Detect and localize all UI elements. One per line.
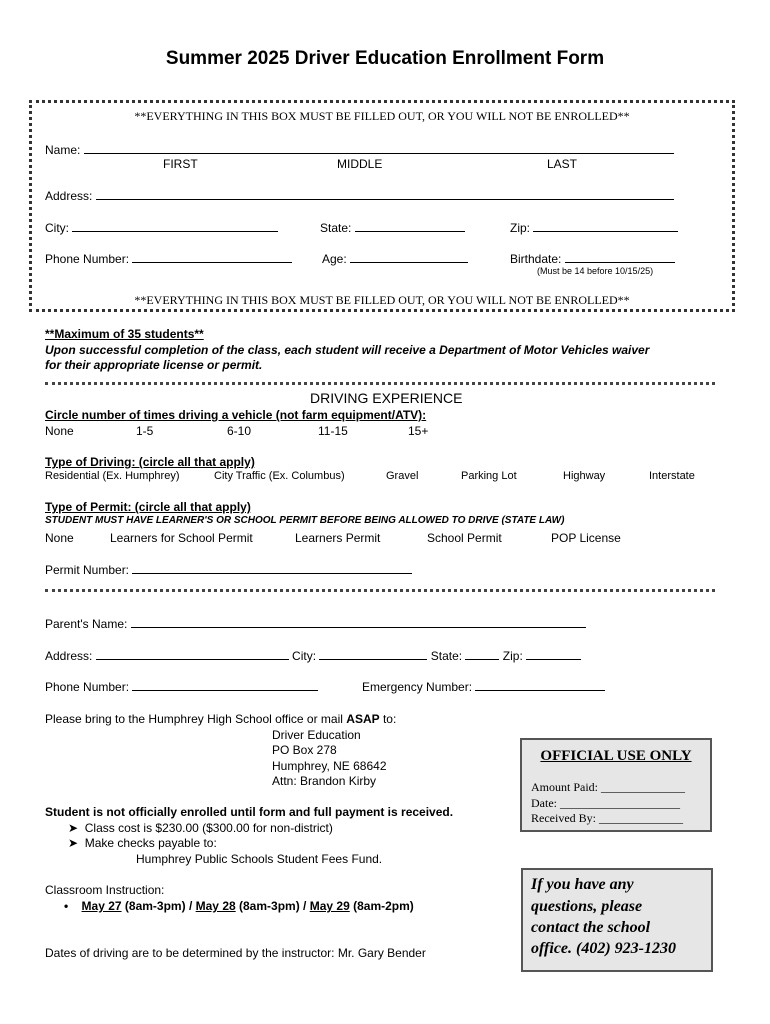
experience-option-none[interactable]: None xyxy=(45,424,74,438)
age-field[interactable] xyxy=(350,251,468,263)
amount-paid-field: Amount Paid: ______________ xyxy=(531,780,686,794)
questions-line-3: contact the school xyxy=(531,919,651,936)
permit-type-learners[interactable]: Learners Permit xyxy=(295,531,381,545)
parent-name-label: Parent's Name: xyxy=(45,617,128,631)
mail-address-line-3: Humphrey, NE 68642 xyxy=(272,759,387,773)
driving-type-highway[interactable]: Highway xyxy=(563,470,606,482)
experience-option-6-10[interactable]: 6-10 xyxy=(227,424,252,438)
phone-field[interactable] xyxy=(132,251,292,263)
parent-address-row xyxy=(45,648,581,663)
parent-state-label: State: xyxy=(430,649,463,663)
parent-city-field[interactable] xyxy=(319,648,427,660)
zip-field[interactable] xyxy=(533,220,678,232)
completion-line-2: for their appropriate license or permit. xyxy=(45,358,263,372)
session-1-date: May 27 xyxy=(81,899,122,913)
driving-experience-heading: DRIVING EXPERIENCE xyxy=(310,390,463,406)
official-use-box xyxy=(520,738,712,832)
max-students: **Maximum of 35 students** xyxy=(45,327,204,341)
birthdate-note: (Must be 14 before 10/15/25) xyxy=(537,266,654,276)
enrollment-notice: Student is not officially enrolled until form and full payment is received. xyxy=(45,805,454,819)
bullet-icon: • xyxy=(64,899,69,913)
parent-address-label: Address: xyxy=(45,649,93,663)
student-zip-row xyxy=(510,220,678,235)
driving-type-city[interactable]: City Traffic (Ex. Columbus) xyxy=(214,470,345,482)
phone-label: Phone Number: xyxy=(45,252,130,266)
address-field[interactable] xyxy=(96,188,674,200)
permit-type-none[interactable]: None xyxy=(45,531,74,545)
address-label: Address: xyxy=(45,189,93,203)
questions-line-4: office. (402) 923-1230 xyxy=(531,940,676,957)
student-city-row xyxy=(45,220,278,235)
permit-type-label: Type of Permit: (circle all that apply) xyxy=(45,500,251,514)
checks-item xyxy=(68,836,217,850)
divider-dotted xyxy=(45,589,715,592)
zip-label: Zip: xyxy=(510,221,531,235)
parent-name-field[interactable] xyxy=(131,616,586,628)
permit-number-row xyxy=(45,562,412,577)
driving-type-label: Type of Driving: (circle all that apply) xyxy=(45,455,255,469)
last-label: LAST xyxy=(547,157,578,171)
session-3-date: May 29 xyxy=(309,899,350,913)
student-state-row xyxy=(320,220,465,235)
parent-zip-field[interactable] xyxy=(526,648,581,660)
permit-type-school[interactable]: School Permit xyxy=(427,531,502,545)
parent-phone-row xyxy=(45,679,318,694)
required-warning-bottom: **EVERYTHING IN THIS BOX MUST BE FILLED OUT, OR YOU WILL NOT BE ENROLLED** xyxy=(134,293,630,307)
name-label: Name: xyxy=(45,143,81,157)
checks-text: Make checks payable to: xyxy=(84,836,217,850)
student-birthdate-row xyxy=(510,251,675,266)
student-address-row xyxy=(45,188,674,203)
required-info-box xyxy=(29,100,735,312)
questions-box xyxy=(521,868,713,972)
experience-option-1-5[interactable]: 1-5 xyxy=(136,424,154,438)
divider-dotted xyxy=(45,382,715,385)
student-name-row xyxy=(45,142,674,157)
parent-phone-field[interactable] xyxy=(132,679,318,691)
mail-intro-text: Please bring to the Humphrey High School office or mail xyxy=(45,712,343,726)
cost-text: Class cost is $230.00 ($300.00 for non-district) xyxy=(84,821,333,835)
mail-address-line-1: Driver Education xyxy=(272,728,361,742)
parent-address-field[interactable] xyxy=(96,648,289,660)
age-label: Age: xyxy=(322,252,347,266)
state-label: State: xyxy=(320,221,352,235)
parent-state-field[interactable] xyxy=(465,648,499,660)
official-use-heading: OFFICIAL USE ONLY xyxy=(540,748,692,764)
questions-line-2: questions, please xyxy=(531,898,643,915)
driving-type-residential[interactable]: Residential (Ex. Humphrey) xyxy=(45,470,180,482)
experience-option-15-plus[interactable]: 15+ xyxy=(408,424,429,438)
parent-phone-label: Phone Number: xyxy=(45,680,130,694)
experience-option-11-15[interactable]: 11-15 xyxy=(318,424,348,438)
student-phone-row xyxy=(45,251,292,266)
permit-type-learners-school[interactable]: Learners for School Permit xyxy=(110,531,253,545)
mail-address-line-2: PO Box 278 xyxy=(272,743,337,757)
name-field[interactable] xyxy=(84,142,674,154)
completion-line-1: Upon successful completion of the class, each student will receive a Department of Motor Vehicles waiver xyxy=(45,343,650,357)
driving-type-interstate[interactable]: Interstate xyxy=(649,470,695,482)
permit-type-pop[interactable]: POP License xyxy=(551,531,621,545)
official-date-field: Date: ____________________ xyxy=(531,796,680,810)
mail-intro-suffix: to: xyxy=(382,712,397,726)
session-separator: / xyxy=(188,899,193,913)
permit-warning: STUDENT MUST HAVE LEARNER'S OR SCHOOL PERMIT BEFORE BEING ALLOWED TO DRIVE (STATE LAW) xyxy=(45,515,565,526)
permit-number-label: Permit Number: xyxy=(45,563,130,577)
emergency-field[interactable] xyxy=(475,679,605,691)
arrow-bullet-icon: ➤ xyxy=(68,821,79,835)
emergency-row xyxy=(362,679,605,694)
city-field[interactable] xyxy=(72,220,278,232)
state-field[interactable] xyxy=(355,220,465,232)
parent-city-label: City: xyxy=(292,649,317,663)
required-warning-top: **EVERYTHING IN THIS BOX MUST BE FILLED OUT, OR YOU WILL NOT BE ENROLLED** xyxy=(134,109,630,123)
permit-number-field[interactable] xyxy=(132,562,412,574)
session-1-time: (8am-3pm) xyxy=(124,899,186,913)
city-label: City: xyxy=(45,221,69,235)
middle-label: MIDDLE xyxy=(337,157,383,171)
driving-type-parking-lot[interactable]: Parking Lot xyxy=(461,470,517,482)
classroom-label: Classroom Instruction: xyxy=(45,883,165,897)
circle-times-label: Circle number of times driving a vehicle (not farm equipment/ATV): xyxy=(45,408,427,422)
page-title: Summer 2025 Driver Education Enrollment Form xyxy=(165,48,605,69)
payee-text: Humphrey Public Schools Student Fees Fund. xyxy=(136,852,383,866)
parent-zip-label: Zip: xyxy=(502,649,523,663)
student-age-row xyxy=(322,251,468,266)
session-separator: / xyxy=(303,899,307,913)
session-2-date: May 28 xyxy=(195,899,236,913)
mail-instructions xyxy=(45,712,396,726)
asap-text: ASAP xyxy=(346,712,380,726)
first-label: FIRST xyxy=(163,157,198,171)
parent-name-row xyxy=(45,616,586,631)
birthdate-label: Birthdate: xyxy=(510,252,562,266)
mail-address-line-4: Attn: Brandon Kirby xyxy=(272,774,377,788)
driving-type-gravel[interactable]: Gravel xyxy=(386,470,419,482)
questions-line-1: If you have any xyxy=(531,876,634,893)
classroom-sessions xyxy=(64,899,414,913)
emergency-label: Emergency Number: xyxy=(362,680,473,694)
received-by-field: Received By: ______________ xyxy=(531,811,683,825)
session-2-time: (8am-3pm) xyxy=(239,899,300,913)
arrow-bullet-icon: ➤ xyxy=(68,836,79,850)
driving-dates-note: Dates of driving are to be determined by the instructor: Mr. Gary Bender xyxy=(45,946,426,960)
cost-item xyxy=(68,821,333,835)
session-3-time: (8am-2pm) xyxy=(353,899,414,913)
birthdate-field[interactable] xyxy=(565,251,675,263)
